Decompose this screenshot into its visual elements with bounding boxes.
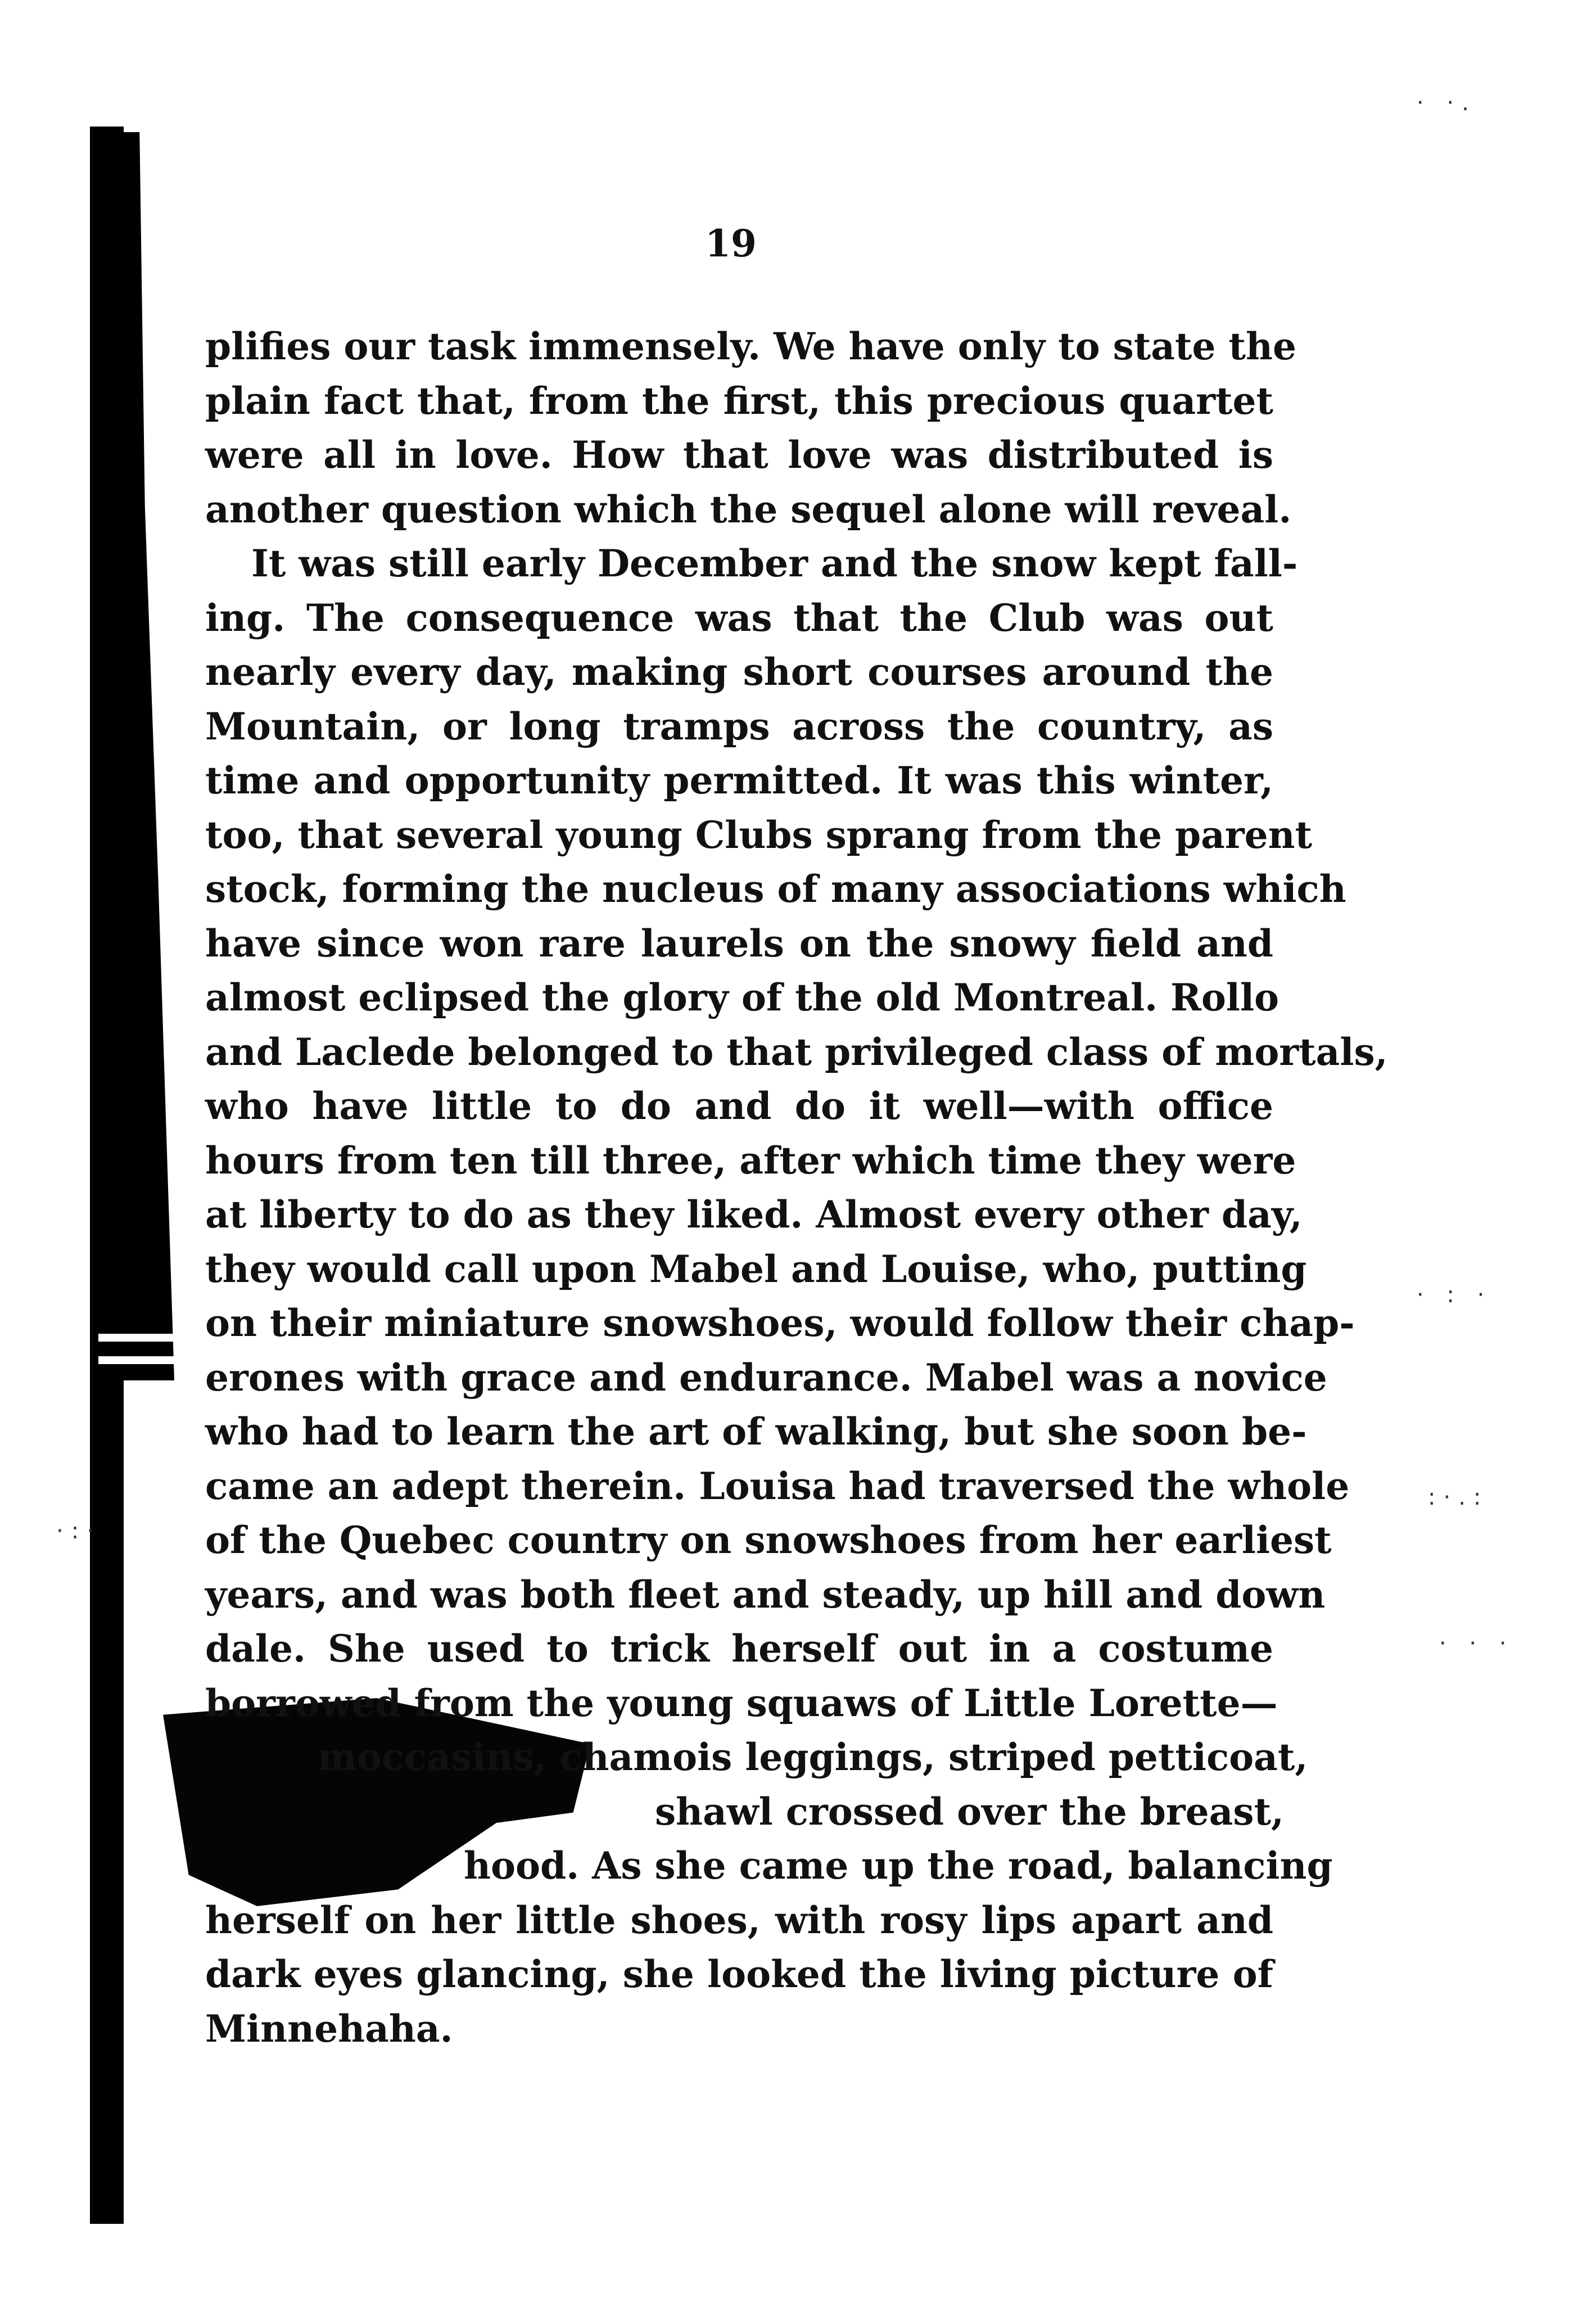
text-line: hours from ten till three, after which time they were <box>205 1138 1296 1182</box>
text-line: on their miniature snowshoes, would follow their chap- <box>205 1301 1355 1345</box>
text-line: erones with grace and endurance. Mabel was a novice <box>205 1355 1327 1400</box>
text-line: too, that several young Clubs sprang from the parent <box>205 813 1313 857</box>
body-text <box>205 319 1388 2056</box>
binding-gap-line <box>98 1334 177 1342</box>
text-line: have since won rare laurels on the snowy field and <box>205 921 1273 965</box>
text-line: dale. She used to trick herself out in a costume <box>205 1627 1273 1671</box>
text-line: time and opportunity permitted. It was this winter, <box>205 759 1273 802</box>
text-line: years, and was both fleet and steady, up hill and down <box>205 1572 1326 1617</box>
text-line: they would call upon Mabel and Louise, who, putting <box>205 1247 1307 1291</box>
page-number: 19 <box>705 222 757 265</box>
paragraph-2 <box>205 536 1388 2056</box>
scan-noise: ·:· <box>56 1518 102 1544</box>
text-line: who have little to do and do it well—with office <box>205 1084 1273 1128</box>
text-line: borrowed from the young squaws of Little Lorette— <box>205 1681 1278 1725</box>
text-line: of the Quebec country on snowshoes from her earliest <box>205 1518 1332 1562</box>
text-line: shawl crossed over the breast, <box>655 1789 1285 1834</box>
text-line: nearly every day, making short courses around the <box>205 650 1273 694</box>
text-line: another question which the sequel alone will reveal. <box>205 487 1292 531</box>
binding-shadow <box>90 127 124 2224</box>
text-line: came an adept therein. Louisa had traversed the whole <box>205 1464 1350 1508</box>
text-line: ing. The consequence was that the Club was out <box>205 595 1273 640</box>
scan-noise: · : · <box>1417 1282 1493 1308</box>
binding-shadow-upper <box>121 132 174 1380</box>
text-line: Mountain, or long tramps across the country, as <box>205 704 1273 748</box>
scan-noise: · ·. <box>1417 90 1477 116</box>
text-line: almost eclipsed the glory of the old Montreal. Rollo <box>205 976 1279 1019</box>
text-line: moccasins, chamois leggings, striped petticoat, <box>318 1735 1308 1779</box>
binding-gap-line <box>98 1356 177 1364</box>
text-line: and Laclede belonged to that privileged class of mortals, <box>205 1030 1388 1074</box>
text-line: at liberty to do as they liked. Almost every other day, <box>205 1193 1303 1236</box>
text-line: stock, forming the nucleus of many associations which <box>205 867 1346 911</box>
scan-noise: · · · <box>1439 1631 1514 1656</box>
text-line: herself on her little shoes, with rosy lips apart and <box>205 1898 1273 1942</box>
text-line: It was still early December and the snow kept fall- <box>251 541 1298 585</box>
text-line: plain fact that, from the first, this precious quartet <box>205 378 1273 423</box>
text-line: plifies our task immensely. We have only to state the <box>205 324 1296 368</box>
text-line: Minnehaha. <box>205 2006 453 2051</box>
text-line: who had to learn the art of walking, but she soon be- <box>205 1410 1307 1454</box>
scan-noise: :·.: <box>1428 1484 1489 1510</box>
paragraph-1 <box>205 319 1296 536</box>
text-line: were all in love. How that love was distributed is <box>205 433 1273 477</box>
text-line: dark eyes glancing, she looked the living picture of <box>205 1952 1273 1996</box>
text-line: hood. As she came up the road, balancing <box>464 1844 1333 1888</box>
